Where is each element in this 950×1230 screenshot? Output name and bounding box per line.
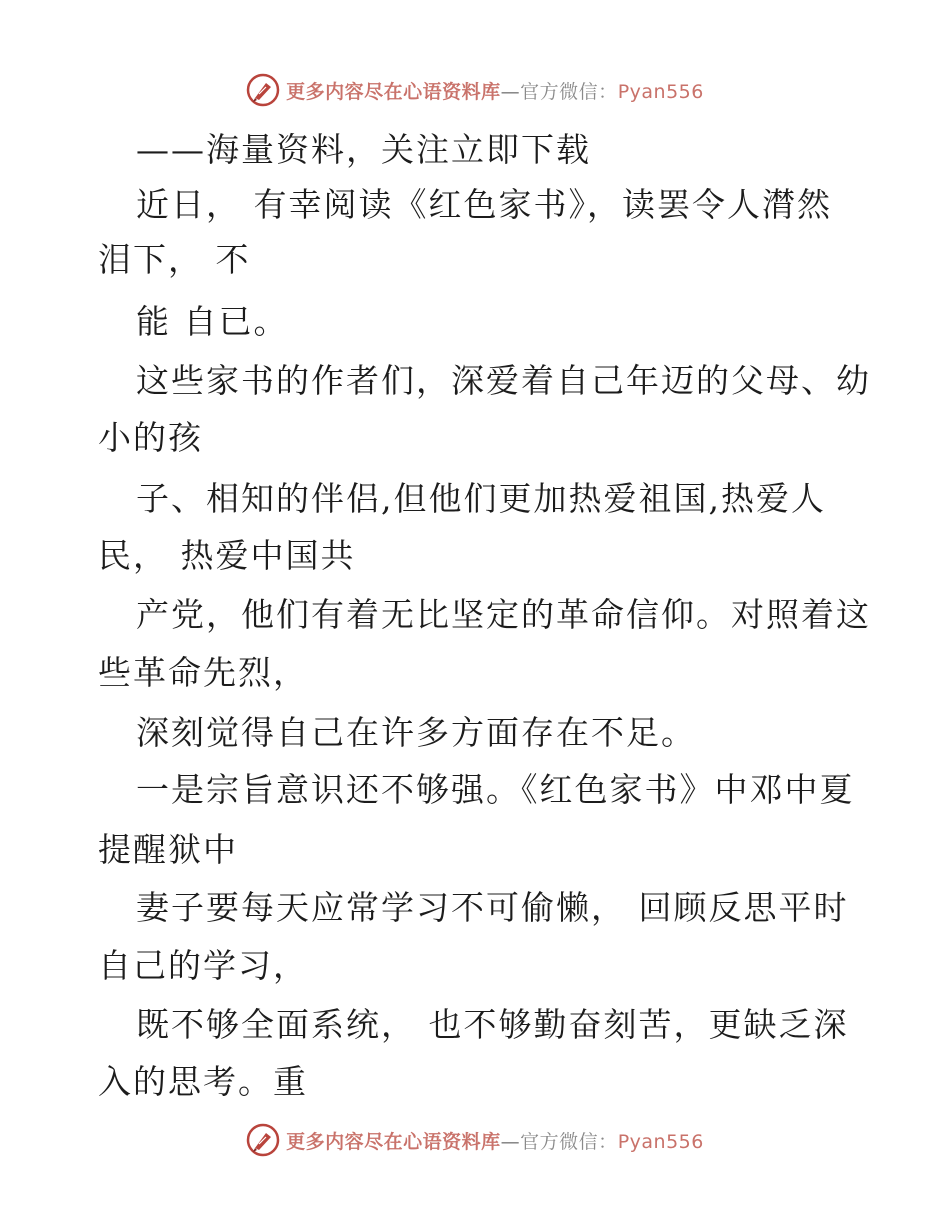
text-line: 民， 热爱中国共 bbox=[98, 536, 356, 575]
banner-wechat-id: Pyan556 bbox=[617, 80, 704, 103]
text-line: ——海量资料，关注立即下载 bbox=[136, 130, 591, 169]
text-line: 泪下， 不 bbox=[98, 240, 251, 279]
banner-dash: — bbox=[500, 80, 521, 103]
text-line: 小的孩 bbox=[98, 418, 203, 457]
text-line: 些革命先烈， bbox=[98, 653, 308, 692]
pen-nib-logo-icon bbox=[246, 73, 280, 107]
text-line: 产党，他们有着无比坚定的革命信仰。对照着这 bbox=[136, 595, 871, 634]
text-line: 入的思考。重 bbox=[98, 1062, 308, 1101]
banner-main-text: 更多内容尽在心语资料库 bbox=[286, 1130, 501, 1153]
text-line: 子、相知的伴侣,但他们更加热爱祖国,热爱人 bbox=[136, 479, 826, 518]
banner-wechat-label: 官方微信： bbox=[520, 1130, 618, 1153]
text-line: 能 自已。 bbox=[136, 302, 289, 341]
banner-text bbox=[286, 77, 704, 104]
pen-nib-logo-icon bbox=[246, 1123, 280, 1157]
banner-dash: — bbox=[500, 1130, 521, 1153]
text-line: 自己的学习， bbox=[98, 946, 308, 985]
header-banner bbox=[0, 70, 950, 110]
text-line: 妻子要每天应常学习不可偷懒， 回顾反思平时 bbox=[136, 888, 849, 927]
banner-wechat-label: 官方微信： bbox=[520, 80, 618, 103]
banner-wechat-id: Pyan556 bbox=[617, 1130, 704, 1153]
text-line: 深刻觉得自己在许多方面存在不足。 bbox=[136, 713, 696, 752]
text-line: 提醒狱中 bbox=[98, 830, 238, 869]
text-line: 一是宗旨意识还不够强。《红色家书》中邓中夏 bbox=[136, 770, 855, 809]
text-line: 既不够全面系统， 也不够勤奋刻苦，更缺乏深 bbox=[136, 1005, 849, 1044]
banner-main-text: 更多内容尽在心语资料库 bbox=[286, 80, 501, 103]
banner-text bbox=[286, 1127, 704, 1154]
footer-banner bbox=[0, 1120, 950, 1160]
text-line: 近日， 有幸阅读《红色家书》，读罢令人潸然 bbox=[136, 185, 832, 224]
text-line: 这些家书的作者们，深爱着自己年迈的父母、幼 bbox=[136, 361, 871, 400]
